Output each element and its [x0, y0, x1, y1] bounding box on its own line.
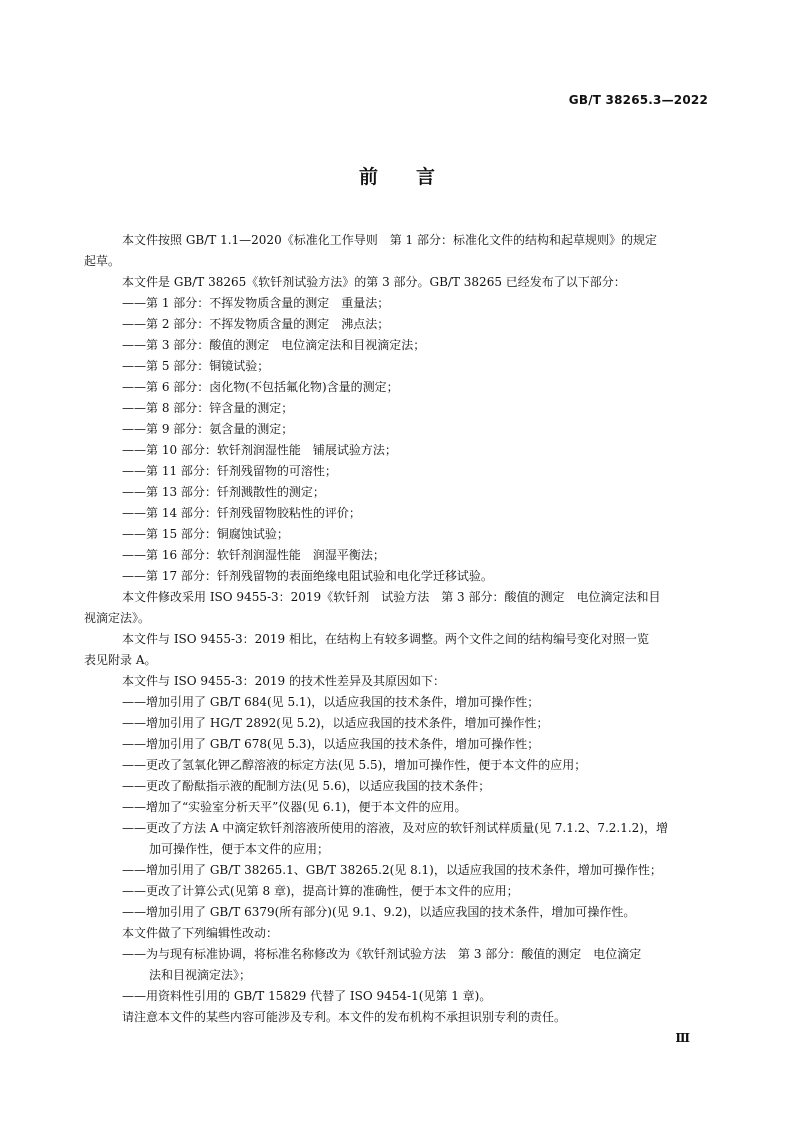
text-line: ——第 1 部分：不挥发物质含量的测定 重量法； [122, 296, 390, 310]
text-line: 加可操作性，便于本文件的应用； [149, 842, 330, 856]
text-line: ——增加引用了 HG/T 2892(见 5.2)，以适应我国的技术条件，增加可操作性； [122, 716, 549, 730]
text-line: ——第 17 部分：钎剂残留物的表面绝缘电阻试验和电化学迁移试验。 [122, 569, 493, 583]
text-line: 视滴定法》。 [84, 611, 151, 625]
text-line: ——更改了方法 A 中滴定软钎剂溶液所使用的溶液，及对应的软钎剂试样质量(见 7.1.2、7.2.1.2)，增 [122, 821, 668, 835]
text-line: 本文件与 ISO 9455-3：2019 相比，在结构上有较多调整。两个文件之间的结构编号变化对照一览 [122, 632, 650, 646]
standard-code-header: GB/T 38265.3—2022 [568, 93, 708, 107]
text-line: ——增加引用了 GB/T 38265.1、GB/T 38265.2(见 8.1)，以适应我国的技术条件，增加可操作性； [122, 863, 662, 877]
text-line: ——第 15 部分：铜腐蚀试验； [122, 527, 289, 541]
text-line: ——增加引用了 GB/T 684(见 5.1)，以适应我国的技术条件，增加可操作性； [122, 695, 540, 709]
text-line: ——第 11 部分：钎剂残留物的可溶性； [122, 464, 337, 478]
text-line: 法和目视滴定法》； [149, 968, 252, 982]
text-line: ——第 14 部分：钎剂残留物胶粘性的评价； [122, 506, 361, 520]
text-line: 起草。 [84, 254, 121, 268]
text-line: ——第 5 部分：铜镜试验； [122, 359, 270, 373]
text-line: 本文件做了下列编辑性改动： [122, 926, 279, 940]
text-line: ——用资料性引用的 GB/T 15829 代替了 ISO 9454-1(见第 1 章)。 [122, 989, 492, 1003]
text-line: ——第 13 部分：钎剂溅散性的测定； [122, 485, 325, 499]
title-char-right: 言 [416, 166, 436, 188]
page-title [0, 162, 794, 189]
text-line: ——增加引用了 GB/T 6379(所有部分)(见 9.1、9.2)，以适应我国的技术条件，增加可操作性。 [122, 905, 636, 919]
text-line: ——第 10 部分：软钎剂润湿性能 铺展试验方法； [122, 443, 397, 457]
title-char-left: 前 [358, 166, 378, 188]
text-line: ——第 6 部分：卤化物(不包括氟化物)含量的测定； [122, 380, 399, 394]
text-line: ——第 16 部分：软钎剂润湿性能 润湿平衡法； [122, 548, 385, 562]
text-line: ——增加了“实验室分析天平”仪器(见 6.1)，便于本文件的应用。 [122, 800, 467, 814]
text-line: 请注意本文件的某些内容可能涉及专利。本文件的发布机构不承担识别专利的责任。 [122, 1010, 567, 1024]
text-line: ——更改了计算公式(见第 8 章)，提高计算的准确性，便于本文件的应用； [122, 884, 519, 898]
text-line: ——更改了酚酞指示液的配制方法(见 5.6)，以适应我国的技术条件； [122, 779, 491, 793]
foreword-body [84, 230, 710, 1028]
text-line: ——第 9 部分：氨含量的测定； [122, 422, 294, 436]
text-line: ——第 8 部分：锌含量的测定； [122, 401, 294, 415]
text-line: 表见附录 A。 [84, 653, 157, 667]
page-number: Ⅲ [675, 1031, 690, 1045]
text-line: ——更改了氢氧化钾乙醇溶液的标定方法(见 5.5)，增加可操作性，便于本文件的应用； [122, 758, 587, 772]
text-line: ——第 3 部分：酸值的测定 电位滴定法和目视滴定法； [122, 338, 426, 352]
text-line: ——为与现有标准协调，将标准名称修改为《软钎剂试验方法 第 3 部分：酸值的测定 电位滴定 [122, 947, 642, 961]
text-line: 本文件与 ISO 9455-3：2019 的技术性差异及其原因如下： [122, 674, 446, 688]
text-line: 本文件按照 GB/T 1.1—2020《标准化工作导则 第 1 部分：标准化文件的结构和起草规则》的规定 [122, 233, 657, 247]
text-line: 本文件是 GB/T 38265《软钎剂试验方法》的第 3 部分。GB/T 38265 已经发布了以下部分： [122, 275, 626, 289]
text-line: 本文件修改采用 ISO 9455-3：2019《软钎剂 试验方法 第 3 部分：酸值的测定 电位滴定法和目 [122, 590, 661, 604]
text-line: ——第 2 部分：不挥发物质含量的测定 沸点法； [122, 317, 390, 331]
text-line: ——增加引用了 GB/T 678(见 5.3)，以适应我国的技术条件，增加可操作性； [122, 737, 540, 751]
